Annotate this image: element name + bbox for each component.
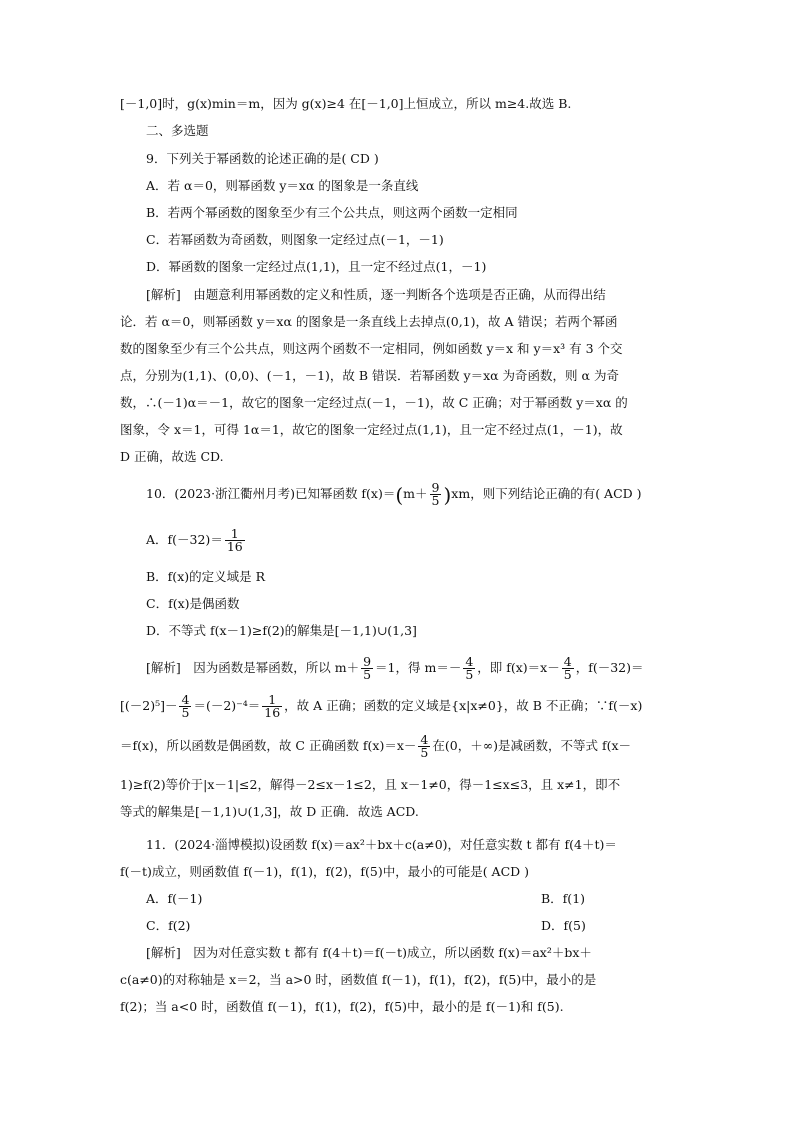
fraction-numerator: 1 [262,694,282,707]
fraction-numerator: 9 [363,654,372,669]
q10-option-c: C．f(x)是偶函数 [146,596,240,611]
q10-stem [146,482,706,507]
q9-stem: 9．下列关于幂函数的论述正确的是( CD ) [146,151,379,166]
fraction-4-5 [418,734,430,759]
q9-analysis-line-3: 数的图象至少有三个公共点，则这两个函数不一定相同，例如函数 y＝x 和 y＝x³ 有 3 个交 [120,341,623,356]
q11-option-c: C．f(2) [146,918,191,933]
q11-stem-line-1: 11．(2024·淄博模拟)设函数 f(x)＝ax²＋bx＋c(a≠0)，对任意实数 t 都有 f(4＋t)＝ [146,837,617,852]
q10-option-a [146,528,706,553]
q9-analysis-line-1: [解析] 由题意利用幂函数的定义和性质，逐一判断各个选项是否正确，从而得出结 [146,287,606,302]
fraction-numerator: 1 [225,528,245,541]
q10-option-b: B．f(x)的定义域是 R [146,569,266,584]
q9-option-c: C．若幂函数为奇函数，则图象一定经过点(－1，－1) [146,232,444,247]
q11-analysis-line-3: f(2)；当 a<0 时，函数值 f(－1)，f(1)，f(2)，f(5)中，最小的是 f(－1)和 f(5). [120,999,564,1014]
q10-stem-pre: 10．(2023·浙江衢州月考)已知幂函数 f(x)＝ [146,486,396,501]
fraction-denominator: 5 [465,667,474,682]
q10-option-d: D．不等式 f(x－1)≥f(2)的解集是[－1,1)∪(1,3] [146,623,417,638]
fraction-numerator: 4 [563,654,572,669]
q10-analysis-line-1 [146,656,706,681]
q10-an3-a: ＝f(x)，所以函数是偶函数，故 C 正确函数 f(x)＝x－ [120,738,417,753]
q10-stem-m: m＋ [403,486,428,501]
q11-option-a: A．f(－1) [146,891,203,906]
right-paren: ) [443,483,452,507]
q11-stem-line-2: f(－t)成立，则函数值 f(－1)，f(1)，f(2)，f(5)中，最小的可能是( ACD ) [120,864,530,879]
q10-an2-c: ，故 A 正确；函数的定义域是{x|x≠0}，故 B 不正确；∵f(－x) [284,698,643,713]
q11-options-row-2 [146,917,706,935]
fraction-1-16 [262,694,282,719]
q11-options-row-1 [146,890,706,908]
fraction-denominator: 5 [431,493,440,508]
q10-an1-d: ，f(－32)＝ [575,660,644,675]
fraction-denominator: 16 [264,705,281,720]
fraction-9-5 [361,656,373,681]
q9-analysis-line-7: D 正确，故选 CD. [120,449,224,464]
intro-line: [－1,0]时，g(x)min＝m，因为 g(x)≥4 在[－1,0]上恒成立，所以 m≥4.故选 B. [120,96,572,111]
left-paren: ( [395,483,404,507]
fraction-denominator: 16 [226,539,243,554]
q11-analysis-line-2: c(a≠0)的对称轴是 x＝2，当 a>0 时，函数值 f(－1)，f(1)，f(2)，f(5)中，最小的是 [120,972,597,987]
q9-option-b: B．若两个幂函数的图象至少有三个公共点，则这两个函数一定相同 [146,205,518,220]
q10-an1-b: ＝1，得 m＝－ [375,660,462,675]
section-title: 二、多选题 [146,123,209,138]
q11-option-b: B．f(1) [541,891,586,906]
q9-analysis-line-6: 图象，令 x＝1，可得 1α＝1，故它的图象一定经过点(1,1)，且一定不经过点(1，－1)，故 [120,422,623,437]
q9-option-d: D．幂函数的图象一定经过点(1,1)，且一定不经过点(1，－1) [146,259,487,274]
fraction-numerator: 4 [181,692,190,707]
q10-analysis-line-3 [120,734,680,759]
fraction-denominator: 5 [420,745,429,760]
fraction-4-5 [463,656,475,681]
q11-option-d: D．f(5) [541,918,586,933]
q10-analysis-line-4: 1)≥f(2)等价于|x－1|≤2，解得－2≤x－1≤2，且 x－1≠0，得－1≤x≤3，且 x≠1，即不 [120,777,621,792]
q10-an2-b: ＝(－2)⁻⁴＝ [193,698,261,713]
q9-analysis-line-5: 数，∴(－1)α＝－1，故它的图象一定经过点(－1，－1)，故 C 正确；对于幂函数 y＝xα 的 [120,395,628,410]
fraction-4-5 [562,656,574,681]
fraction-numerator: 4 [420,732,429,747]
fraction-numerator: 9 [431,480,440,495]
q10-an1-c: ，即 f(x)＝x－ [477,660,560,675]
fraction-denominator: 5 [363,667,372,682]
q10-option-a-text: A．f(－32)＝ [146,532,223,547]
fraction-9-5 [430,482,442,507]
fraction-1-16 [225,528,245,553]
q10-stem-post: xm，则下列结论正确的有( ACD ) [451,486,642,501]
q9-analysis-line-4: 点，分别为(1,1)、(0,0)、(－1，－1)，故 B 错误．若幂函数 y＝xα 为奇函数，则 α 为奇 [120,368,619,383]
q10-analysis-line-2 [120,694,680,719]
fraction-denominator: 5 [181,705,190,720]
q11-analysis-line-1: [解析] 因为对任意实数 t 都有 f(4＋t)＝f(－t)成立，所以函数 f(x)＝ax²＋bx＋ [146,945,592,960]
fraction-denominator: 5 [563,667,572,682]
q9-analysis-line-2: 论．若 α＝0，则幂函数 y＝xα 的图象是一条直线上去掉点(0,1)，故 A 错误；若两个幂函 [120,314,618,329]
q9-option-a: A．若 α＝0，则幂函数 y＝xα 的图象是一条直线 [146,178,419,193]
q10-an3-b: 在(0，＋∞)是减函数，不等式 f(x－ [432,738,632,753]
fraction-4-5 [179,694,191,719]
fraction-numerator: 4 [465,654,474,669]
q10-an2-a: [(－2)⁵]－ [120,698,178,713]
q10-an1-a: [解析] 因为函数是幂函数，所以 m＋ [146,660,360,675]
q10-analysis-line-5: 等式的解集是[－1,1)∪(1,3]，故 D 正确．故选 ACD. [120,804,419,819]
